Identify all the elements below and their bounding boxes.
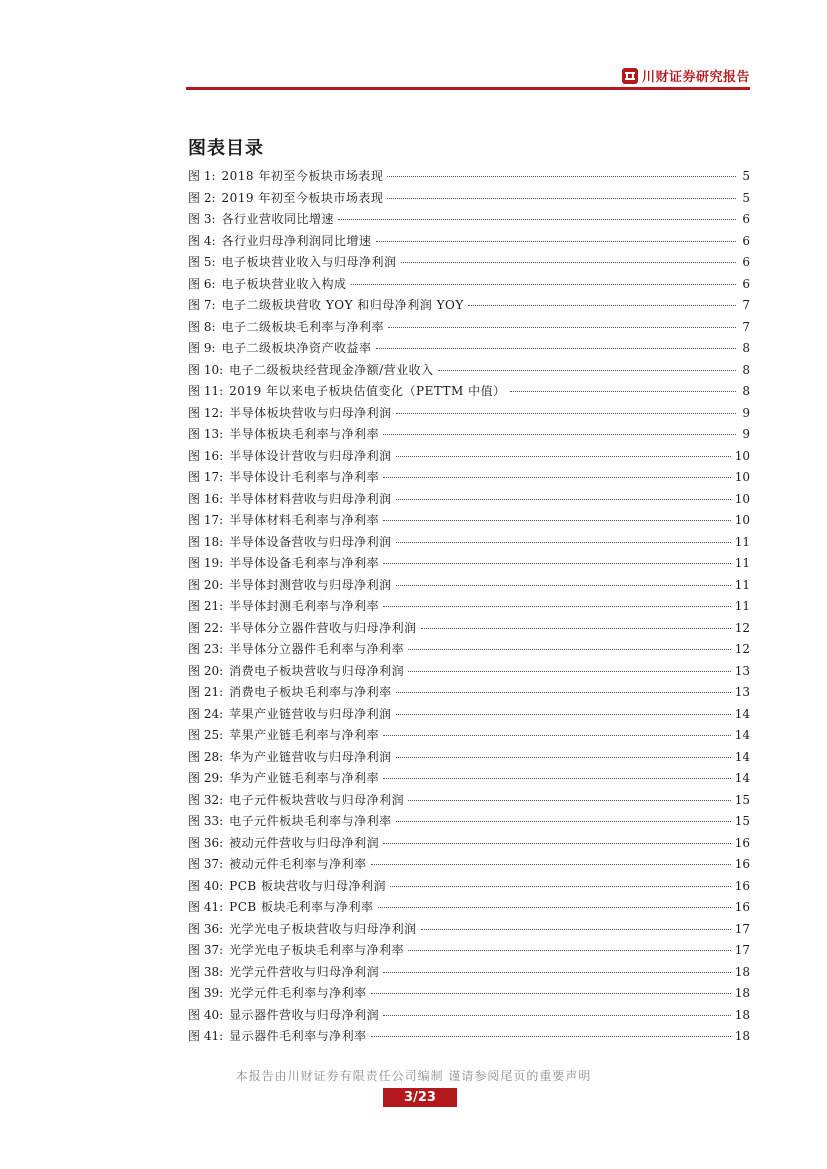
page-header [186,62,750,90]
dot-leader [401,262,736,263]
toc-entry-label: 2019 年初至今板块市场表现 [221,190,384,205]
dot-leader [383,477,731,478]
toc-entry-number: 图 21: [188,685,224,699]
toc-entry-number: 图 4: [188,233,216,248]
toc-entry[interactable] [188,510,750,532]
toc-entry-label: 2019 年以来电子板块估值变化（PETTM 中值） [229,384,506,398]
dot-leader [383,843,731,844]
toc-entry-page: 12 [734,642,750,656]
toc-entry-number: 图 22: [188,620,224,635]
toc-entry-label: 各行业归母净利润同比增速 [221,233,372,248]
toc-entry-page: 6 [742,233,750,248]
toc-entry[interactable] [188,575,750,597]
toc-entry-label: 2018 年初至今板块市场表现 [221,169,384,183]
dot-leader [376,348,736,349]
toc-entry-page: 10 [734,513,750,527]
toc-entry[interactable] [188,209,750,231]
toc-entry-page: 16 [734,835,750,850]
toc-entry[interactable] [188,424,750,446]
toc-entry-label: 半导体板块毛利率与净利率 [229,427,380,441]
table-of-figures [188,166,750,1048]
toc-entry[interactable] [188,876,750,898]
toc-entry-page: 5 [742,190,750,205]
toc-entry[interactable] [188,768,750,790]
toc-entry-label: 电子元件板块毛利率与净利率 [229,814,392,828]
dot-leader [387,198,736,199]
toc-entry-number: 图 23: [188,642,224,656]
dot-leader [371,993,731,994]
toc-entry-page: 16 [734,857,750,871]
toc-entry-number: 图 39: [188,986,224,1000]
toc-entry-label: 半导体分立器件毛利率与净利率 [229,642,405,656]
toc-entry[interactable] [188,1026,750,1048]
dot-leader [383,563,731,564]
toc-entry-label: 半导体设备毛利率与净利率 [229,556,380,570]
toc-entry-page: 7 [742,298,750,312]
brand [622,66,750,85]
dot-leader [338,219,736,220]
toc-entry-number: 图 40: [188,878,224,893]
toc-entry-label: PCB 板块毛利率与净利率 [229,900,374,914]
dot-leader [383,778,731,779]
dot-leader [438,370,736,371]
toc-entry[interactable] [188,553,750,575]
toc-entry-label: 被动元件毛利率与净利率 [229,857,367,871]
dot-leader [383,434,736,435]
toc-entry-page: 6 [742,255,750,269]
dot-leader [468,305,736,306]
toc-entry-page: 5 [742,169,750,183]
toc-entry-label: 电子元件板块营收与归母净利润 [229,792,405,807]
toc-entry[interactable] [188,833,750,855]
toc-entry-number: 图 16: [188,491,224,506]
dot-leader [383,972,731,973]
toc-entry-label: 被动元件营收与归母净利润 [229,835,380,850]
toc-entry[interactable] [188,166,750,188]
toc-entry-page: 15 [734,792,750,807]
toc-entry-page: 15 [734,814,750,828]
toc-entry-label: 光学光电子板块营收与归母净利润 [229,921,417,936]
toc-entry[interactable] [188,811,750,833]
dot-leader [387,176,736,177]
toc-entry[interactable] [188,446,750,468]
toc-entry-page: 11 [734,556,750,570]
toc-entry[interactable] [188,1005,750,1027]
toc-entry-page: 6 [742,212,750,226]
dot-leader [396,585,731,586]
toc-entry-label: 华为产业链营收与归母净利润 [229,749,392,764]
toc-entry-label: 消费电子板块营收与归母净利润 [229,663,405,678]
toc-entry-number: 图 20: [188,577,224,592]
toc-title: 图表目录 [188,138,264,159]
dot-leader [371,1036,731,1037]
toc-entry-number: 图 36: [188,921,224,936]
toc-entry-page: 14 [734,771,750,785]
toc-entry-number: 图 41: [188,1029,224,1043]
dot-leader [383,606,731,607]
toc-entry-label: 光学元件毛利率与净利率 [229,986,367,1000]
dot-leader [510,391,736,392]
toc-entry-page: 9 [742,427,750,441]
toc-entry-number: 图 13: [188,427,224,441]
toc-entry-number: 图 3: [188,212,216,226]
toc-entry-number: 图 29: [188,771,224,785]
toc-entry[interactable] [188,381,750,403]
toc-entry-number: 图 37: [188,943,224,957]
toc-entry-number: 图 32: [188,792,224,807]
toc-entry-label: 半导体封测毛利率与净利率 [229,599,380,613]
toc-entry-page: 11 [734,599,750,613]
dot-leader [396,499,731,500]
dot-leader [351,284,736,285]
header-rule [186,87,750,90]
toc-entry[interactable] [188,338,750,360]
toc-entry-page: 14 [734,728,750,742]
dot-leader [396,456,731,457]
toc-entry[interactable] [188,897,750,919]
dot-leader [408,800,731,801]
dot-leader [376,241,736,242]
toc-entry-label: 电子板块营业收入与归母净利润 [221,255,397,269]
toc-entry-page: 10 [734,448,750,463]
brand-text: 川财证券研究报告 [641,70,750,85]
dot-leader [390,886,731,887]
toc-entry-page: 10 [734,470,750,484]
toc-entry[interactable] [188,188,750,210]
toc-entry[interactable] [188,532,750,554]
toc-entry-number: 图 28: [188,749,224,764]
toc-entry-number: 图 6: [188,276,216,291]
toc-entry-number: 图 7: [188,298,216,312]
toc-entry-number: 图 19: [188,556,224,570]
toc-entry-page: 16 [734,900,750,914]
dot-leader [396,542,731,543]
dot-leader [388,327,736,328]
toc-entry-page: 14 [734,749,750,764]
toc-entry-page: 17 [734,943,750,957]
toc-entry-label: 光学光电子板块毛利率与净利率 [229,943,405,957]
dot-leader [408,649,731,650]
toc-entry-page: 18 [734,986,750,1000]
toc-entry-label: 消费电子板块毛利率与净利率 [229,685,392,699]
toc-entry-label: 苹果产业链毛利率与净利率 [229,728,380,742]
toc-entry-page: 6 [742,276,750,291]
toc-entry[interactable] [188,317,750,339]
dot-leader [371,864,731,865]
toc-entry[interactable] [188,962,750,984]
dot-leader [421,628,731,629]
toc-entry-page: 18 [734,1007,750,1022]
toc-entry-number: 图 36: [188,835,224,850]
toc-entry[interactable] [188,940,750,962]
toc-entry-number: 图 12: [188,405,224,420]
dot-leader [383,1015,731,1016]
toc-entry-page: 18 [734,1029,750,1043]
toc-entry-page: 11 [734,577,750,592]
toc-entry-number: 图 5: [188,255,216,269]
toc-entry[interactable] [188,360,750,382]
toc-entry-label: 半导体设计毛利率与净利率 [229,470,380,484]
toc-entry-label: 半导体材料营收与归母净利润 [229,491,392,506]
toc-entry-label: 电子板块营业收入构成 [221,276,347,291]
toc-entry-page: 9 [742,405,750,420]
dot-leader [396,413,736,414]
toc-entry-page: 17 [734,921,750,936]
toc-entry-page: 12 [734,620,750,635]
toc-entry-label: 苹果产业链营收与归母净利润 [229,706,392,721]
toc-entry-page: 7 [742,319,750,334]
toc-entry-label: 华为产业链毛利率与净利率 [229,771,380,785]
toc-entry-number: 图 41: [188,900,224,914]
toc-entry-page: 13 [734,685,750,699]
toc-entry-page: 10 [734,491,750,506]
dot-leader [408,950,731,951]
toc-entry-label: 光学元件营收与归母净利润 [229,964,380,979]
toc-entry[interactable] [188,489,750,511]
toc-entry-page: 14 [734,706,750,721]
page-number-badge: 3/23 [383,1088,457,1107]
toc-entry-page: 8 [742,362,750,377]
toc-entry-label: 电子二级板块经营现金净额/营业收入 [229,362,434,377]
toc-entry[interactable] [188,596,750,618]
toc-entry[interactable] [188,252,750,274]
dot-leader [408,671,731,672]
dot-leader [396,692,731,693]
toc-entry-label: 电子二级板块净资产收益率 [221,341,372,355]
footer-disclaimer: 本报告由川财证券有限责任公司编制 谨请参阅尾页的重要声明 [235,1069,592,1083]
toc-entry-label: 电子二级板块营收 YOY 和归母净利润 YOY [221,298,464,312]
dot-leader [383,735,731,736]
toc-entry-label: PCB 板块营收与归母净利润 [229,878,387,893]
toc-entry-page: 8 [742,384,750,398]
dot-leader [383,520,731,521]
toc-entry-label: 半导体分立器件营收与归母净利润 [229,620,417,635]
toc-entry-label: 半导体材料毛利率与净利率 [229,513,380,527]
toc-entry-number: 图 33: [188,814,224,828]
toc-entry-number: 图 10: [188,362,224,377]
toc-entry-number: 图 40: [188,1007,224,1022]
toc-entry[interactable] [188,639,750,661]
toc-entry[interactable] [188,467,750,489]
toc-entry[interactable] [188,682,750,704]
toc-entry-number: 图 25: [188,728,224,742]
dot-leader [396,757,731,758]
toc-entry[interactable] [188,618,750,640]
toc-entry-number: 图 9: [188,341,216,355]
toc-entry-label: 各行业营收同比增速 [221,212,335,226]
toc-entry-number: 图 16: [188,448,224,463]
toc-entry-number: 图 17: [188,470,224,484]
toc-entry[interactable] [188,274,750,296]
toc-entry-number: 图 20: [188,663,224,678]
toc-entry-label: 半导体设计营收与归母净利润 [229,448,392,463]
toc-entry-label: 显示器件毛利率与净利率 [229,1029,367,1043]
toc-entry[interactable] [188,919,750,941]
toc-entry[interactable] [188,747,750,769]
toc-entry-page: 8 [742,341,750,355]
toc-entry[interactable] [188,790,750,812]
dot-leader [421,929,731,930]
toc-entry[interactable] [188,231,750,253]
toc-entry[interactable] [188,704,750,726]
toc-entry[interactable] [188,661,750,683]
toc-entry-number: 图 8: [188,319,216,334]
toc-entry[interactable] [188,295,750,317]
toc-entry-number: 图 38: [188,964,224,979]
toc-entry-label: 半导体设备营收与归母净利润 [229,534,392,549]
toc-entry[interactable] [188,854,750,876]
toc-entry-number: 图 17: [188,513,224,527]
building-logo-icon [622,68,638,84]
toc-entry-number: 图 18: [188,534,224,549]
dot-leader [396,821,731,822]
toc-entry-label: 半导体封测营收与归母净利润 [229,577,392,592]
toc-entry[interactable] [188,725,750,747]
toc-entry-page: 13 [734,663,750,678]
dot-leader [378,907,731,908]
toc-entry-page: 18 [734,964,750,979]
toc-entry-number: 图 24: [188,706,224,721]
toc-entry-number: 图 21: [188,599,224,613]
toc-entry-number: 图 2: [188,190,216,205]
toc-entry-number: 图 11: [188,384,224,398]
toc-entry-number: 图 37: [188,857,224,871]
toc-entry-label: 电子二级板块毛利率与净利率 [221,319,385,334]
dot-leader [396,714,731,715]
toc-entry-page: 16 [734,878,750,893]
toc-entry[interactable] [188,403,750,425]
toc-entry-page: 11 [734,534,750,549]
toc-entry[interactable] [188,983,750,1005]
toc-entry-label: 半导体板块营收与归母净利润 [229,405,392,420]
toc-entry-label: 显示器件营收与归母净利润 [229,1007,380,1022]
toc-entry-number: 图 1: [188,169,216,183]
